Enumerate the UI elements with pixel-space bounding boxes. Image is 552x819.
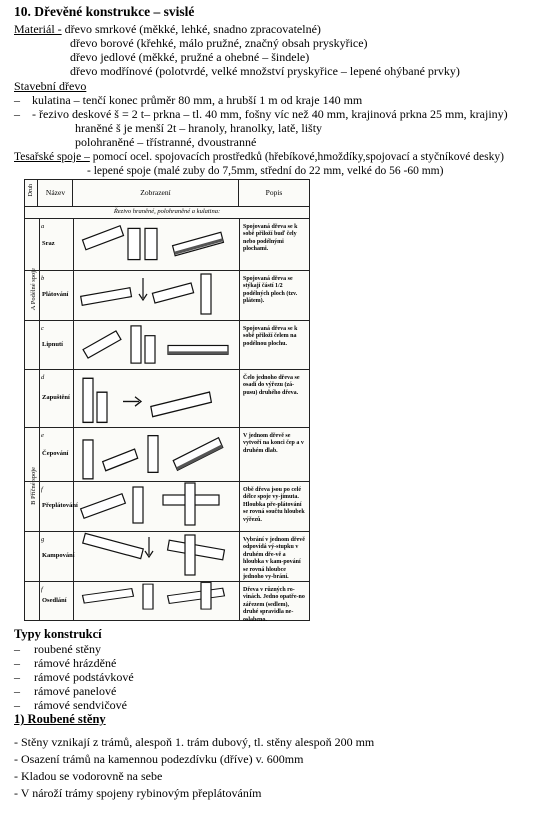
typy-list-item: – roubené stěny (14, 642, 101, 656)
row-description: Vybrání v jednom dřevě odpovídá vý-stupku v druhém dře-vě a hloubka v kam-pování se rovná hloubce jednoho vy-brání. (243, 537, 305, 581)
row-illustration (73, 369, 240, 427)
row-name-cell (39, 427, 74, 481)
row-description: Spojovaná dřeva se k sobě přiloží čelem na podélnou plochu. (243, 326, 298, 347)
roubene-list-item: - V nároží trámy spojeny rybinovým přeplátováním (14, 786, 262, 800)
table-row (25, 581, 309, 623)
table-row (25, 369, 309, 428)
table-row (25, 481, 309, 532)
header-popis: Popis (265, 188, 283, 197)
roubene-list-item: - Stěny vznikají z trámů, alespoň 1. trám dubový, tl. stěny alespoň 200 mm (14, 735, 375, 749)
typy-list-item: – rámové sendvičové (14, 698, 127, 712)
row-name-cell (39, 581, 74, 620)
typy-list-item: – rámové panelové (14, 684, 117, 698)
row-letter: c (41, 325, 44, 332)
header-druh: Druh (25, 180, 38, 206)
row-illustration (73, 581, 240, 620)
table-header (25, 180, 309, 207)
tesarske-line-1 (14, 150, 504, 164)
stavebni-line-1: – kulatina – tenčí konec průměr 80 mm, a hrubší 1 m od kraje 140 mm (14, 93, 363, 107)
row-letter: f (41, 486, 43, 493)
row-name: Zapuštění (42, 394, 70, 401)
material-text-1: dřevo smrkové (měkké, lehké, snadno zpracovatelné) (61, 22, 321, 36)
row-name: Sraz (42, 240, 55, 247)
roubene-list-item: - Kladou se vodorovně na sebe (14, 769, 163, 783)
row-letter: f (41, 586, 43, 593)
material-line-3: dřevo jedlové (měkké, pružné a ohebné – šindele) (70, 50, 310, 64)
tesarske-line-2: - lepené spoje (malé zuby do 7,5mm, střední do 22 mm, velké do 56 -60 mm) (87, 165, 444, 177)
tesarske-text-1: pomocí ocel. spojovacích prostředků (hřebíkové,hmoždíky,spojovací a styčníkové desky) (89, 151, 504, 163)
row-letter: g (41, 536, 45, 543)
roubene-list-item: - Osazení trámů na kamennou podezdívku (dříve) v. 600mm (14, 752, 304, 766)
row-illustration (73, 531, 240, 581)
row-name: Osedlání (42, 596, 67, 604)
header-nazev: Název (39, 180, 73, 206)
row-name-cell (39, 369, 74, 427)
typy-list-item: – rámové hrázděné (14, 656, 117, 670)
row-name: Kampování (42, 552, 75, 559)
row-letter: d (41, 374, 45, 381)
row-description: Dřeva v různých ro-vinách. Jedno opatře-no zářezem (sedlem), druhé spravidla ne-oslabeno. (243, 587, 305, 623)
stavebni-line-4: polohraněné – třístranné, dvoustranné (75, 135, 257, 149)
material-label: Materiál - (14, 22, 62, 36)
row-description: Spojovaná dřeva se stýkají částí 1/2 podélných ploch (tzv. plátem). (243, 276, 298, 305)
row-name: Přeplátování (42, 502, 78, 509)
side-label-b: B Příčné spoje (25, 427, 40, 620)
table-row (25, 218, 309, 271)
row-letter: a (41, 223, 45, 230)
row-illustration (73, 218, 240, 270)
row-letter: b (41, 275, 45, 282)
joints-table (24, 179, 310, 621)
row-name-cell (39, 531, 74, 581)
row-illustration (73, 270, 240, 320)
table-row (25, 531, 309, 582)
stavebni-text-1: kulatina – tenčí konec průměr 80 mm, a hrubší 1 m od kraje 140 mm (32, 93, 363, 107)
material-line-4: dřevo modřínové (polotvrdé, velké množství pryskyřice – lepené ohýbané prvky) (70, 64, 460, 78)
roubene-heading: 1) Roubené stěny (14, 712, 106, 726)
table-subheader: Řezivo hraněné, polohraněné a kulatina: (25, 206, 309, 219)
row-name: Plátování (42, 291, 69, 298)
row-name-cell (39, 218, 74, 270)
typy-heading: Typy konstrukcí (14, 627, 102, 641)
table-row (25, 320, 309, 370)
row-letter: e (41, 432, 44, 439)
row-illustration (73, 481, 240, 531)
stavebni-line-2: – - řezivo deskové š = 2 t– prkna – tl. 40 mm, fošny víc než 40 mm, krajinová prkna 25 mm, krajiny) (14, 107, 508, 121)
row-description: V jednom dřevě se vytvoří na konci čep a v druhém dlab. (243, 433, 304, 454)
stavebni-text-2: - řezivo deskové š = 2 t– prkna – tl. 40 mm, fošny víc než 40 mm, krajinová prkna 25 mm, krajiny) (32, 107, 508, 121)
row-name: Čepování (42, 450, 69, 457)
side-label-a: A Podélné spoje (25, 218, 40, 427)
row-illustration (73, 320, 240, 369)
tesarske-label: Tesařské spoje – (14, 151, 90, 163)
header-zobrazeni: Zobrazení (73, 180, 239, 206)
row-description: Čelo jednoho dřeva se osadí do výřezu (zá-pusu) druhého dřeva. (243, 375, 300, 396)
row-name-cell (39, 270, 74, 320)
stavebni-label: Stavební dřevo (14, 79, 87, 93)
stavebni-line-3: hraněné š je menší 2t – hranoly, hranolky, latě, lišty (75, 121, 323, 135)
typy-list-item: – rámové podstávkové (14, 670, 134, 684)
page-title: 10. Dřevěné konstrukce – svislé (14, 4, 195, 19)
row-illustration (73, 427, 240, 481)
row-name-cell (39, 481, 78, 531)
material-line-2: dřevo borové (křehké, málo pružné, značný obsah pryskyřice) (70, 36, 368, 50)
table-row (25, 427, 309, 482)
material-line-1 (14, 22, 321, 36)
row-description: Obě dřeva jsou po celé délce spoje vy-jímuta. Hloubka pře-plátování se rovná součtu hloubek výřezů. (243, 487, 305, 523)
row-name-cell (39, 320, 74, 369)
table-row (25, 270, 309, 321)
row-name: Lipnutí (42, 340, 63, 348)
row-description: Spojovaná dřeva se k sobě přiloží buď čely nebo podélnými plochami. (243, 224, 298, 253)
